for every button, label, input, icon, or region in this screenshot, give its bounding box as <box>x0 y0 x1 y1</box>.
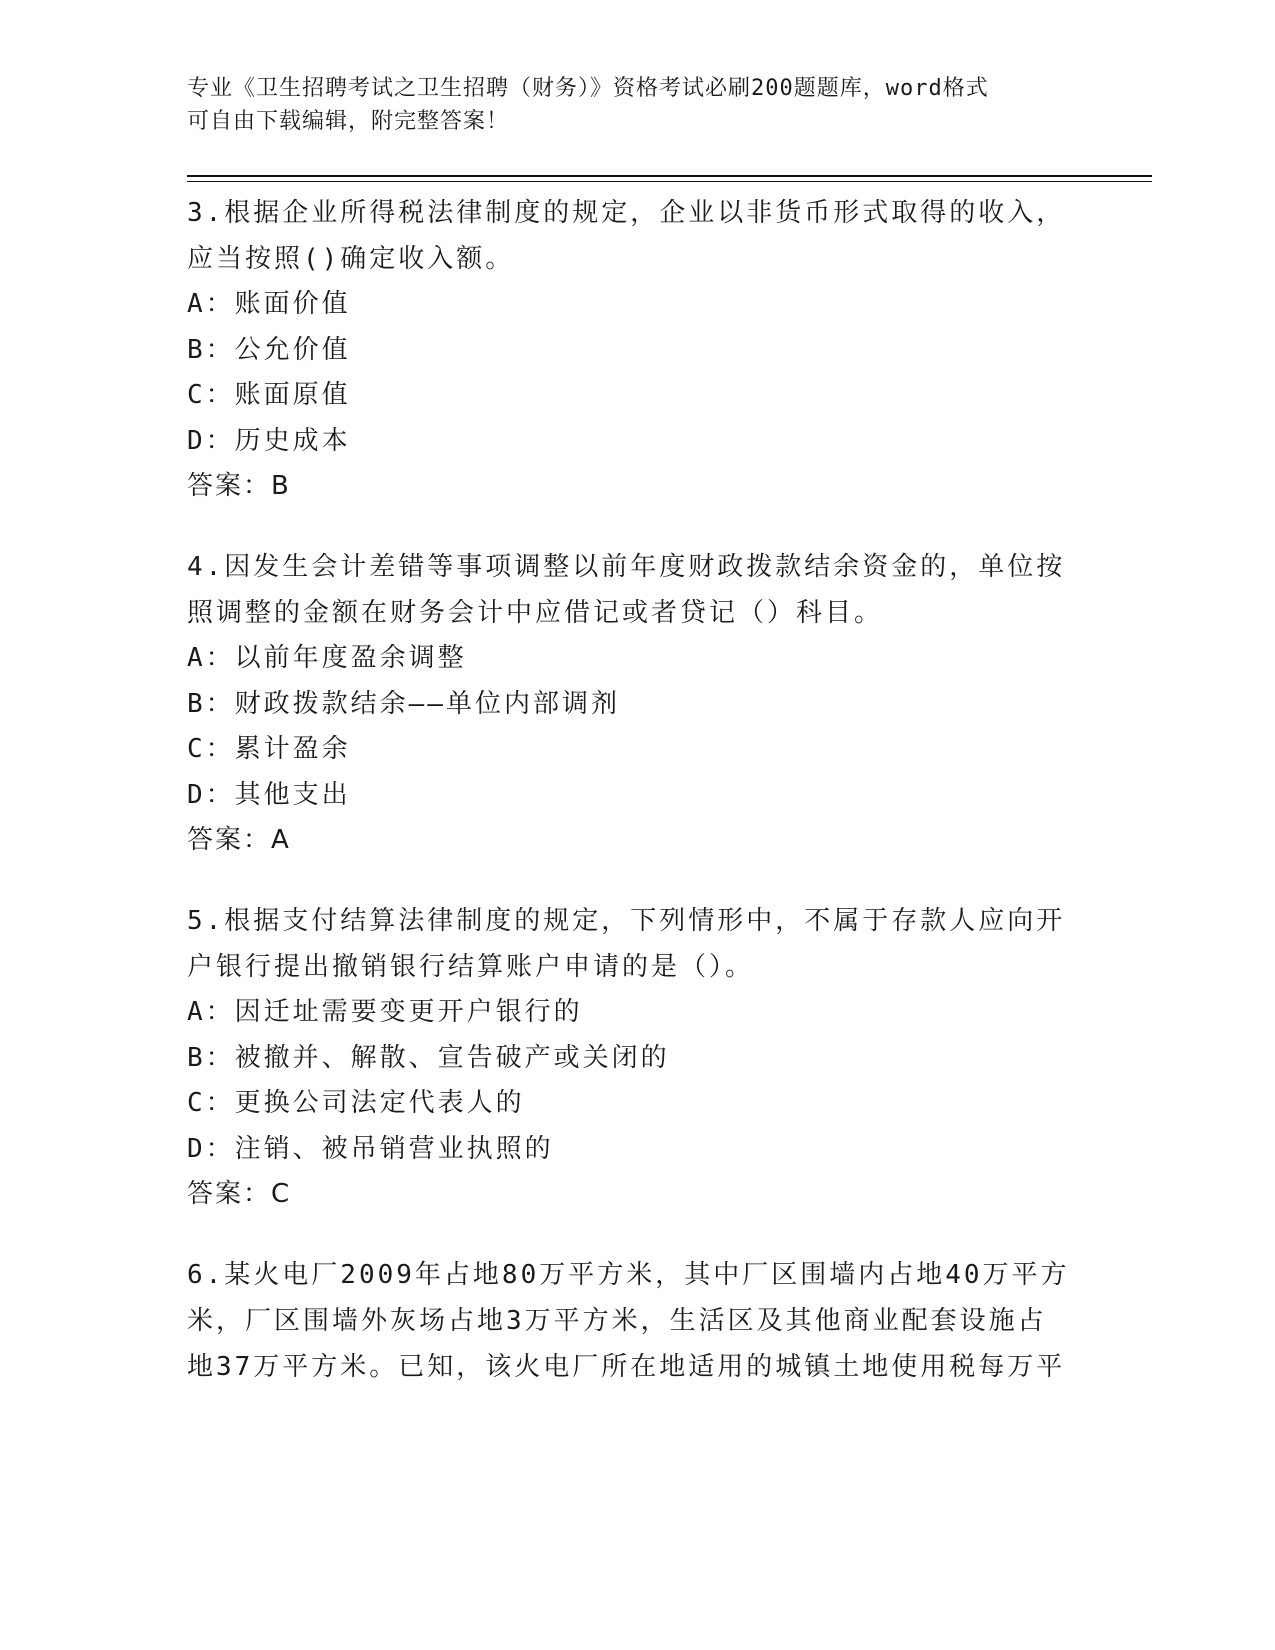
question-text-line: 米，厂区围墙外灰场占地3万平方米，生活区及其他商业配套设施占 <box>187 1306 1047 1336</box>
question-text-line: 照调整的金额在财务会计中应借记或者贷记（）科目。 <box>187 598 884 628</box>
question-text-line: 4.因发生会计差错等事项调整以前年度财政拨款结余资金的，单位按 <box>187 552 1066 582</box>
question-text-line: 应当按照()确定收入额。 <box>187 244 515 274</box>
option-d: D：注销、被吊销营业执照的 <box>187 1133 554 1164</box>
option-a: A：因迁址需要变更开户银行的 <box>187 997 583 1027</box>
header-line-2: 可自由下载编辑，附完整答案！ <box>187 109 510 134</box>
option-a: A：以前年度盈余调整 <box>187 643 467 673</box>
question-text-line: 6.某火电厂2009年占地80万平方米，其中厂区围墙内占地40万平方 <box>187 1260 1070 1290</box>
option-d: D：其他支出 <box>187 779 351 810</box>
option-c: C：更换公司法定代表人的 <box>187 1088 525 1118</box>
option-d: D：历史成本 <box>187 425 351 456</box>
question-text-line: 5.根据支付结算法律制度的规定，下列情形中，不属于存款人应向开 <box>187 906 1066 936</box>
question-5 <box>187 898 1087 1216</box>
option-c: C：累计盈余 <box>187 734 351 764</box>
answer-label: 答案：B <box>187 471 291 501</box>
option-b: B：被撤并、解散、宣告破产或关闭的 <box>187 1042 670 1073</box>
question-text-line: 3.根据企业所得税法律制度的规定，企业以非货币形式取得的收入， <box>187 198 1066 228</box>
option-b: B：财政拨款结余——单位内部调剂 <box>187 688 620 719</box>
header-divider-thick <box>187 175 1152 177</box>
option-c: C：账面原值 <box>187 380 351 410</box>
header-line-1: 专业《卫生招聘考试之卫生招聘（财务）》资格考试必刷200题题库，word格式 <box>187 76 989 101</box>
question-text-line: 地37万平方米。已知，该火电厂所在地适用的城镇土地使用税每万平 <box>187 1352 1066 1382</box>
question-text-line: 户银行提出撤销银行结算账户申请的是（）。 <box>187 952 755 982</box>
question-list <box>187 190 1087 1426</box>
answer-label: 答案：C <box>187 1179 292 1209</box>
option-a: A：账面价值 <box>187 289 351 319</box>
document-header <box>187 72 1087 138</box>
question-3 <box>187 190 1087 508</box>
question-6 <box>187 1252 1087 1390</box>
answer-label: 答案：A <box>187 825 291 855</box>
header-divider-thin <box>187 181 1152 182</box>
option-b: B：公允价值 <box>187 334 351 365</box>
question-4 <box>187 544 1087 862</box>
